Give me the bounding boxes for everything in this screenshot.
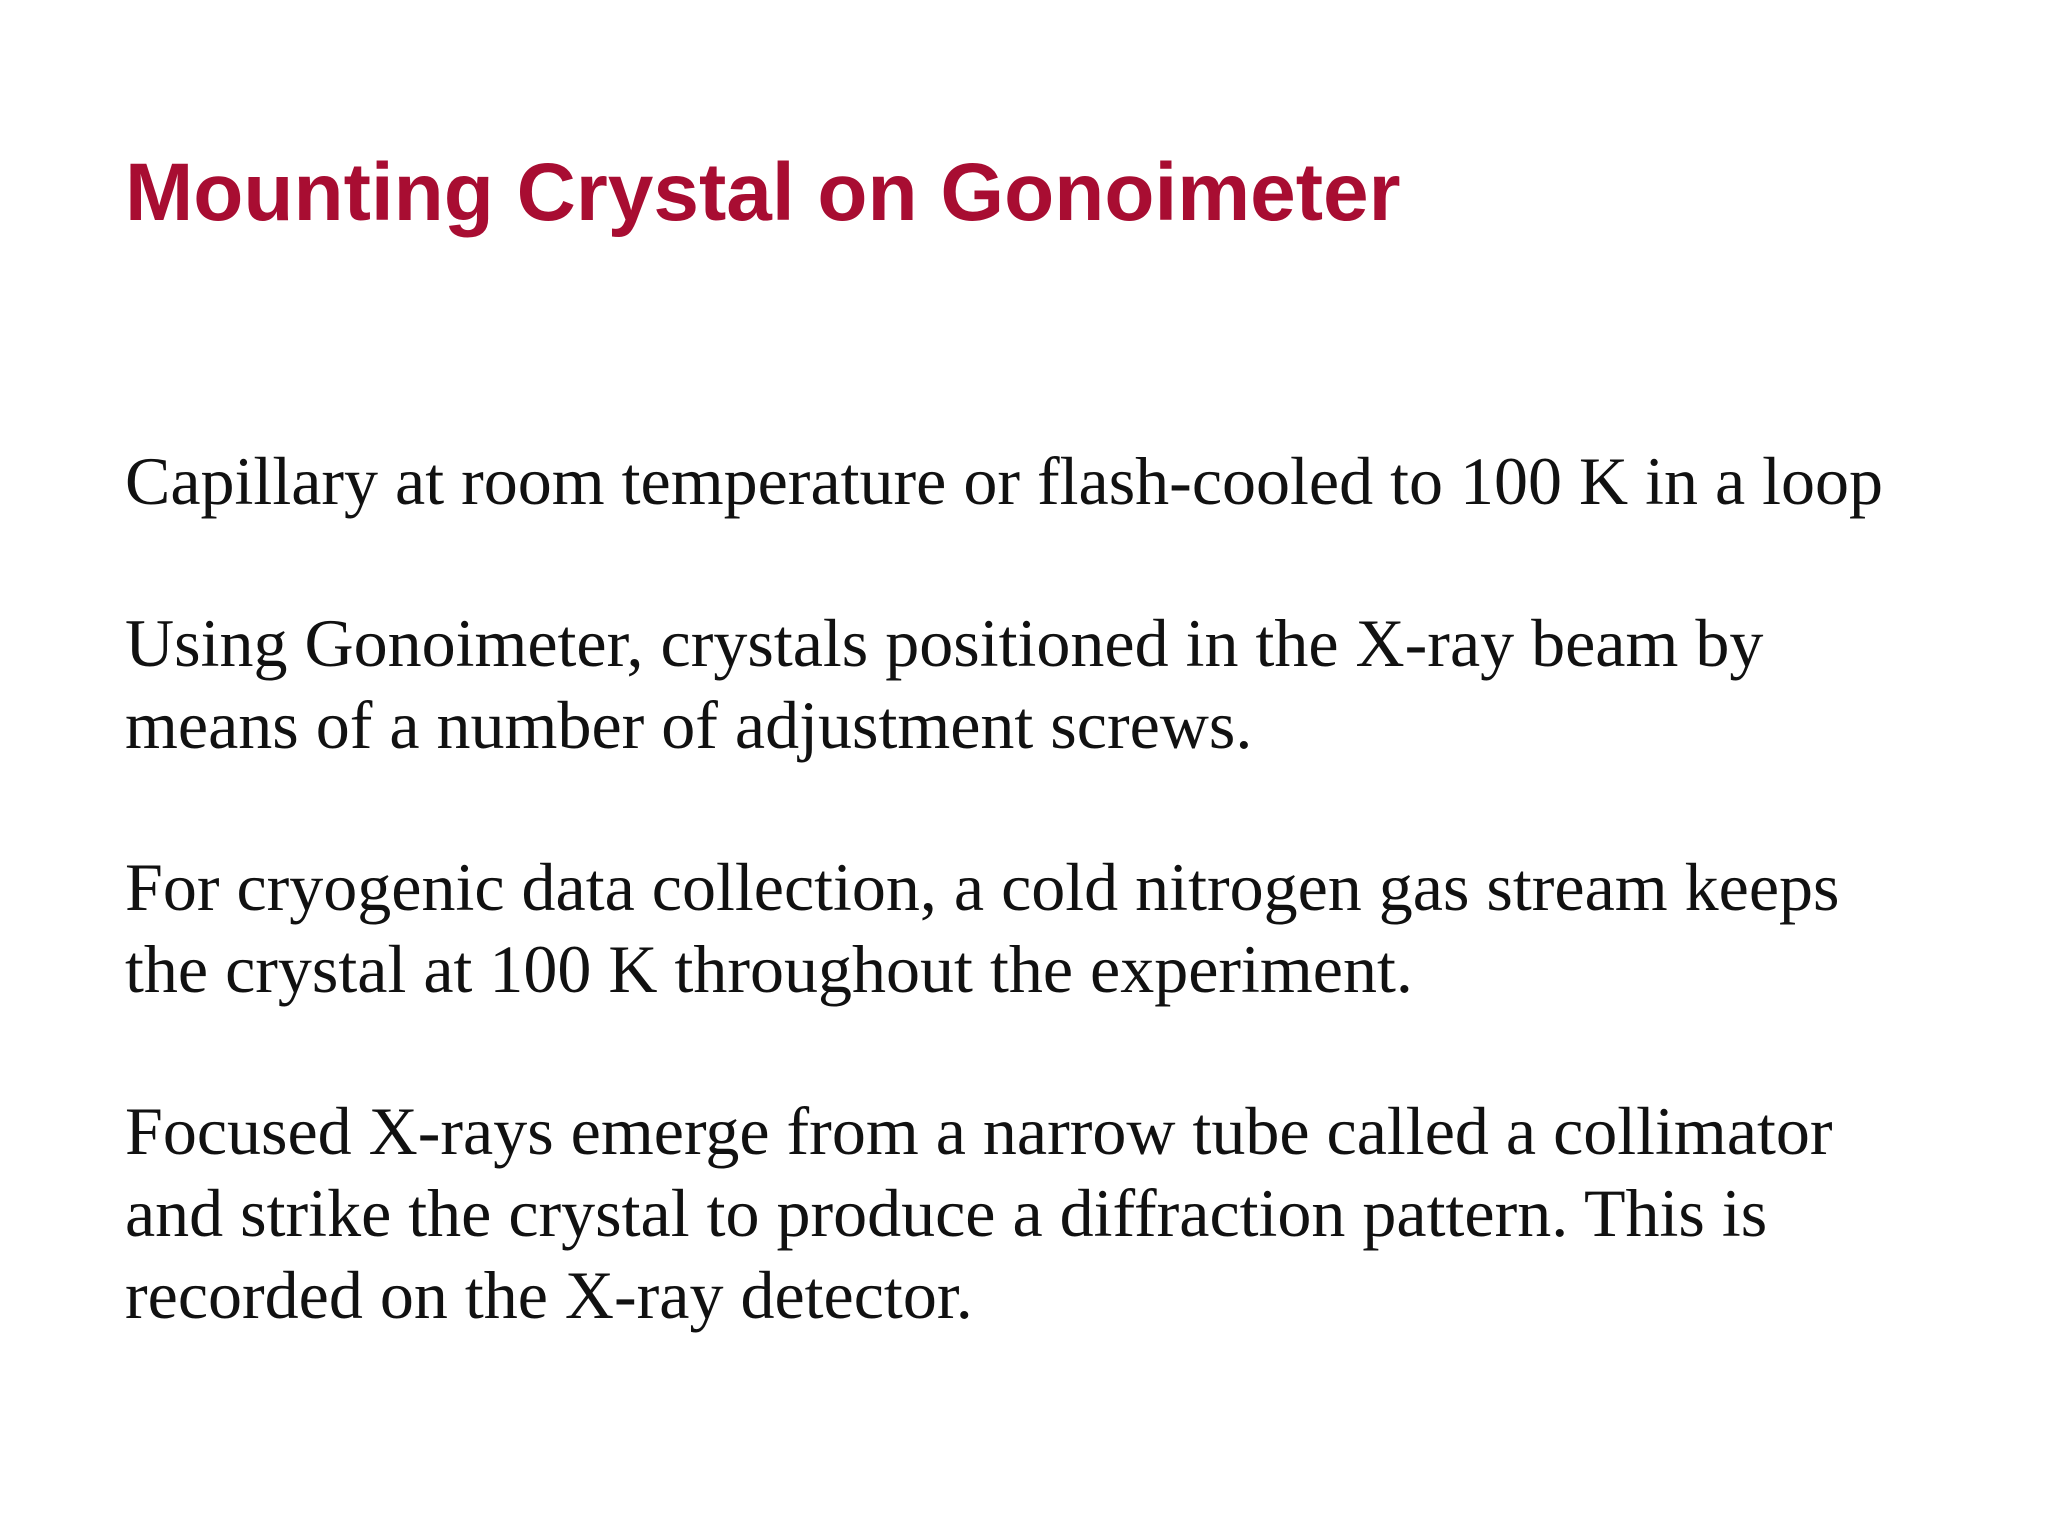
paragraph-xrays: [125, 1090, 2005, 1336]
slide-title: Mounting Crystal on Gonoimeter: [125, 147, 1401, 238]
paragraph-line: Using Gonoimeter, crystals positioned in the X-ray beam by: [125, 605, 1764, 681]
paragraph-line: means of a number of adjustment screws.: [125, 687, 1253, 763]
paragraph-capillary: [125, 440, 2005, 522]
slide-body: [125, 440, 2005, 1416]
paragraph-line: For cryogenic data collection, a cold nitrogen gas stream keeps: [125, 849, 1840, 925]
paragraph-line: and strike the crystal to produce a diffraction pattern. This is: [125, 1175, 1768, 1251]
paragraph-gonoimeter: [125, 602, 2005, 766]
paragraph-line: recorded on the X-ray detector.: [125, 1257, 973, 1333]
paragraph-line: Capillary at room temperature or flash-cooled to 100 K in a loop: [125, 443, 1884, 519]
paragraph-line: Focused X-rays emerge from a narrow tube called a collimator: [125, 1093, 1833, 1169]
paragraph-cryogenic: [125, 846, 2005, 1010]
paragraph-line: the crystal at 100 K throughout the experiment.: [125, 931, 1413, 1007]
